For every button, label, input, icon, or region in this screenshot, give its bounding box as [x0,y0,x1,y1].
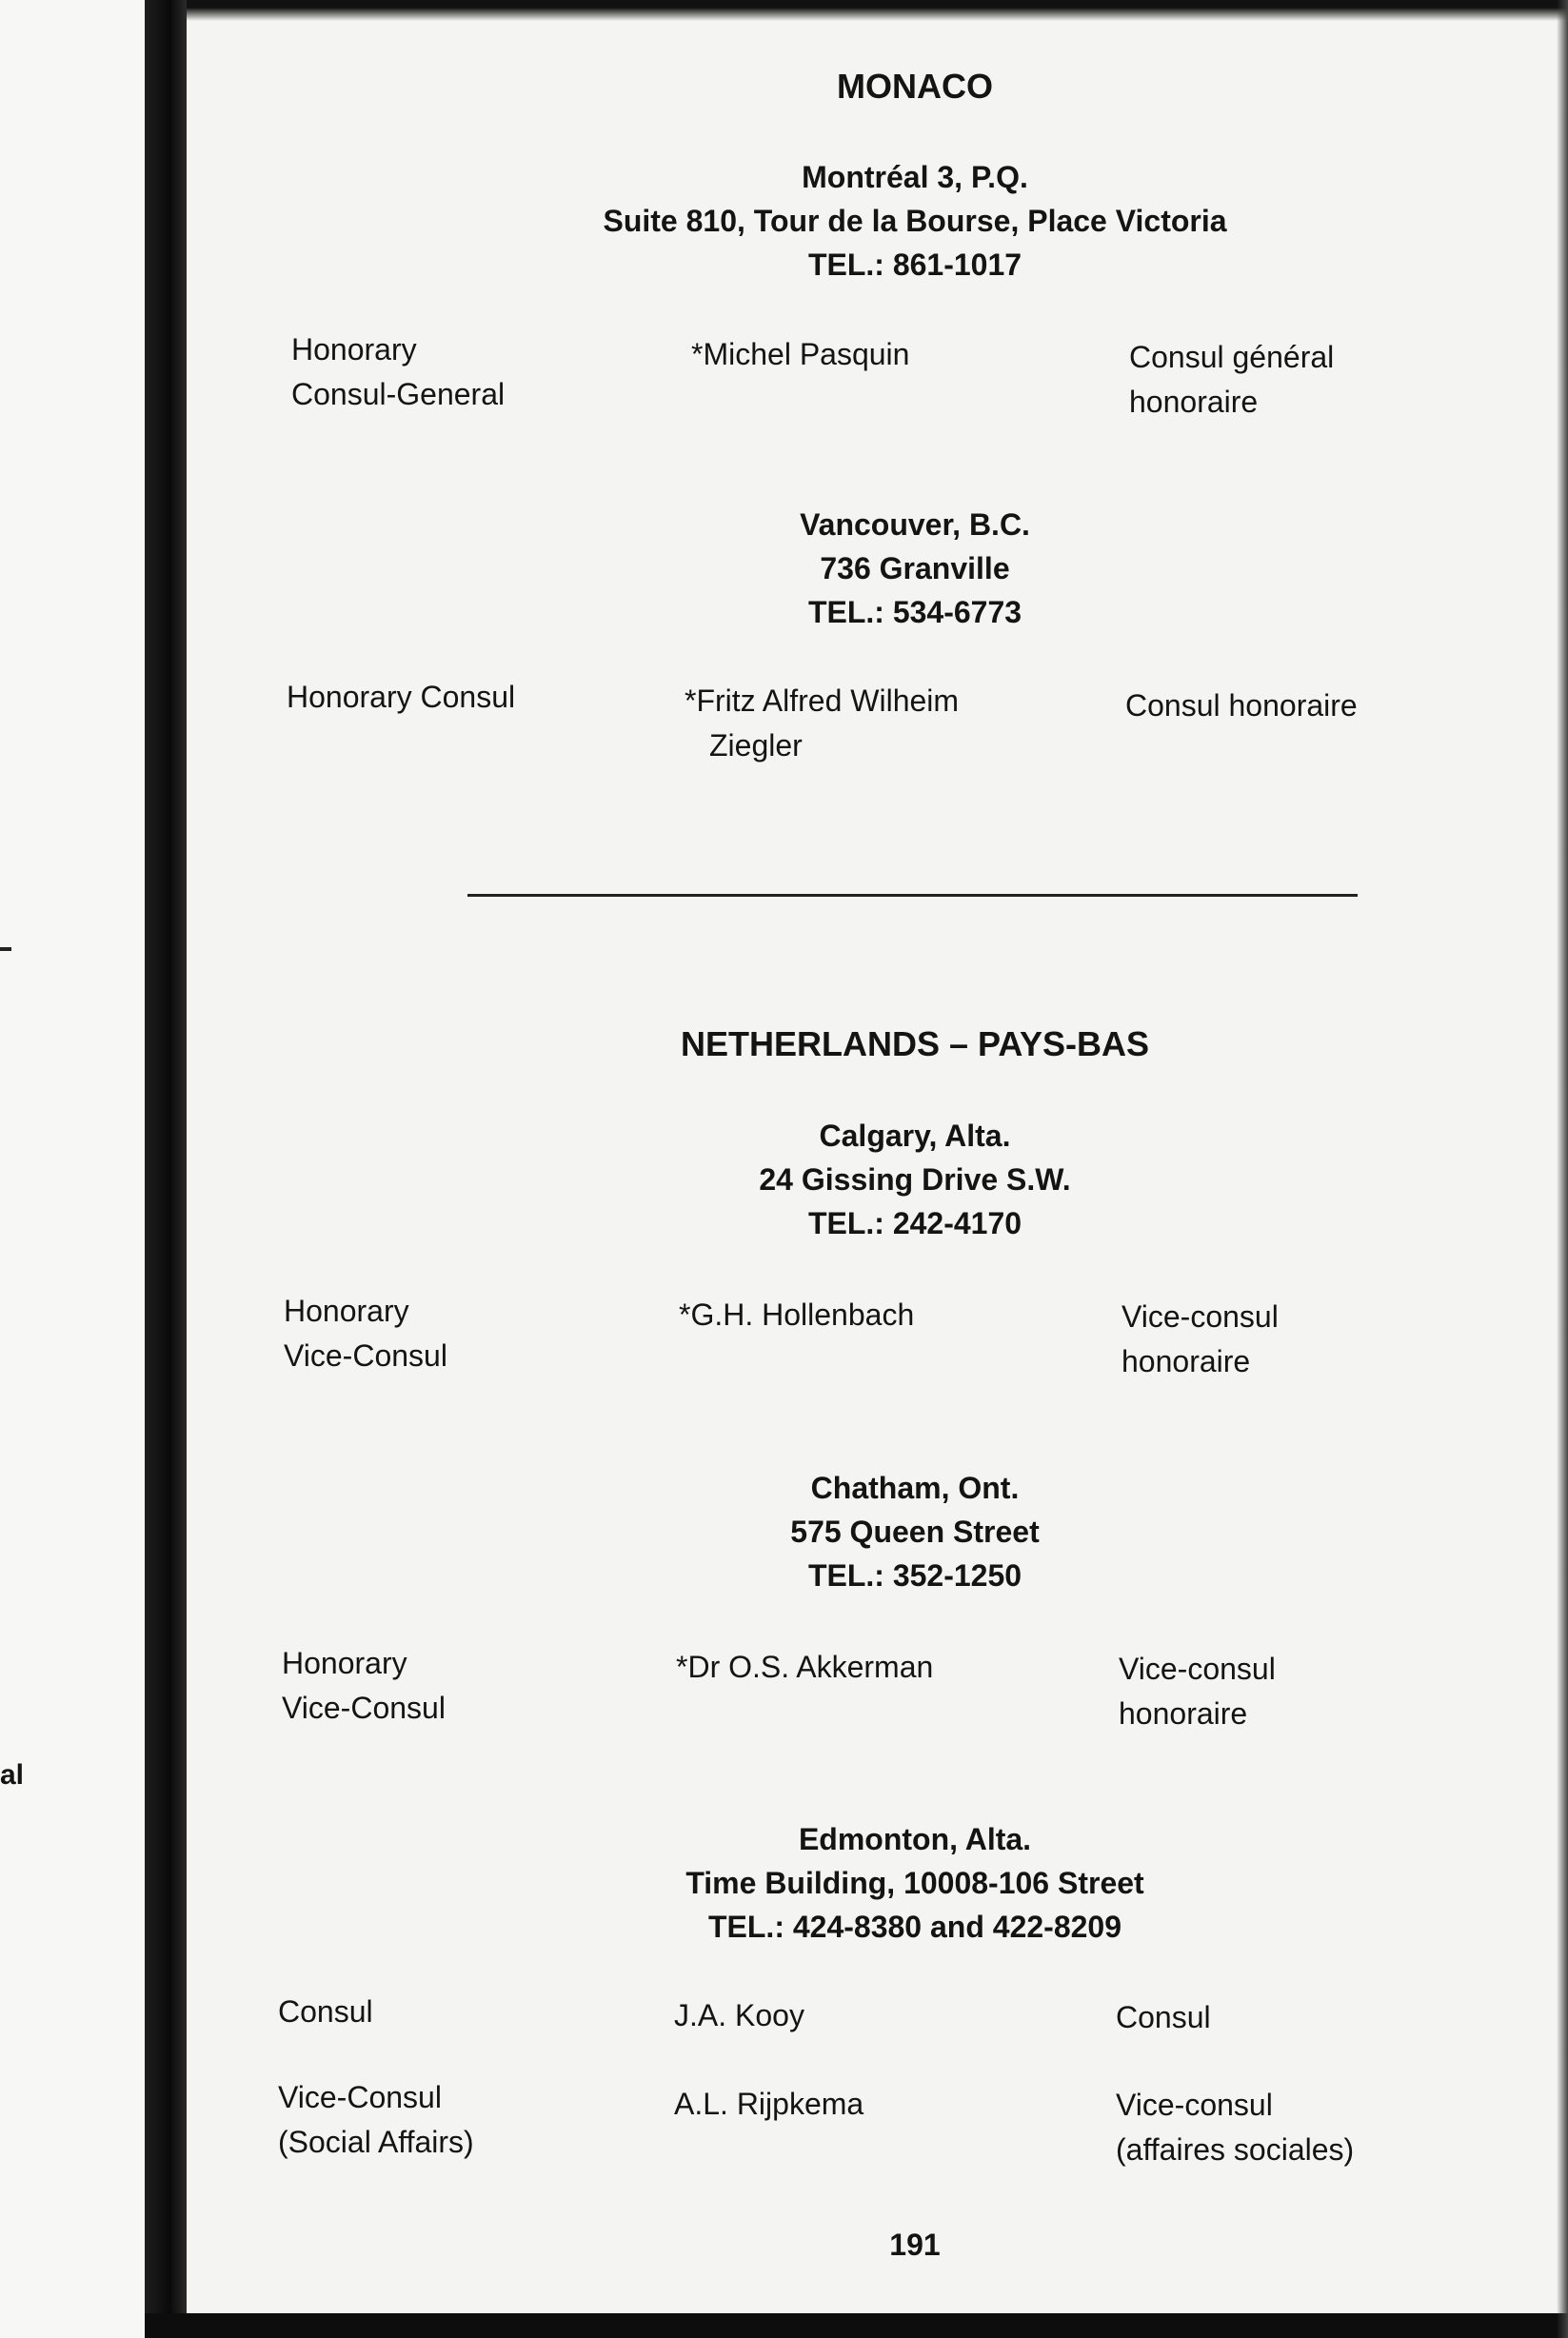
office-city: Calgary, Alta. [819,1119,1011,1153]
office-telephone: TEL.: 534-6773 [807,595,1022,629]
office-city: Montréal 3, P.Q. [802,160,1028,194]
office-telephone: TEL.: 352-1250 [807,1558,1022,1593]
entry-title-en: Vice-Consul (Social Affairs) [278,2080,474,2159]
adjacent-page-mark [0,947,11,951]
office-address: Time Building, 10008-106 Street [685,1866,1144,1900]
section-title-monaco: MONACO [837,67,993,106]
office-address: 575 Queen Street [790,1515,1040,1549]
entry-name: A.L. Rijpkema [674,2087,864,2121]
page-number: 191 [889,2228,941,2262]
directory-page [187,0,1568,2338]
entry-title-fr: Consul général honoraire [1129,340,1335,419]
office-city: Edmonton, Alta. [798,1822,1032,1856]
section-divider [467,894,1358,897]
office-telephone: TEL.: 861-1017 [807,248,1022,282]
office-city: Vancouver, B.C. [800,507,1030,542]
entry-name: J.A. Kooy [674,1998,804,2032]
entry-title-fr: Consul [1116,2000,1211,2034]
office-address: 24 Gissing Drive S.W. [759,1162,1071,1197]
section-title-netherlands: NETHERLANDS – PAYS-BAS [680,1024,1150,1063]
adjacent-page-margin [0,0,145,2338]
entry-title-fr: Vice-consul honoraire [1121,1299,1279,1378]
office-telephone: TEL.: 242-4170 [807,1206,1022,1240]
office-city: Chatham, Ont. [810,1471,1020,1505]
entry-title-fr: Consul honoraire [1125,688,1358,723]
entry-title-en: Honorary Vice-Consul [284,1294,447,1373]
entry-name: *Dr O.S. Akkerman [676,1650,934,1684]
entry-title-fr: Vice-consul honoraire [1119,1652,1276,1731]
office-telephone: TEL.: 424-8380 and 422-8209 [707,1910,1121,1944]
office-address: Suite 810, Tour de la Bourse, Place Victoria [603,204,1227,238]
adjacent-page-text-fragment: al [0,1759,25,1791]
entry-name: *G.H. Hollenbach [679,1298,915,1332]
entry-title-en: Honorary Consul-General [291,332,506,411]
entry-title-en: Honorary Consul [287,680,516,714]
entry-name: *Michel Pasquin [691,337,910,371]
office-address: 736 Granville [820,551,1010,585]
entry-title-en: Honorary Vice-Consul [282,1646,446,1725]
entry-title-en: Consul [278,1994,373,2029]
entry-name: *Fritz Alfred Wilheim Ziegler [685,684,960,763]
book-binding-edge [145,0,187,2338]
entry-title-fr: Vice-consul (affaires sociales) [1116,2088,1355,2167]
